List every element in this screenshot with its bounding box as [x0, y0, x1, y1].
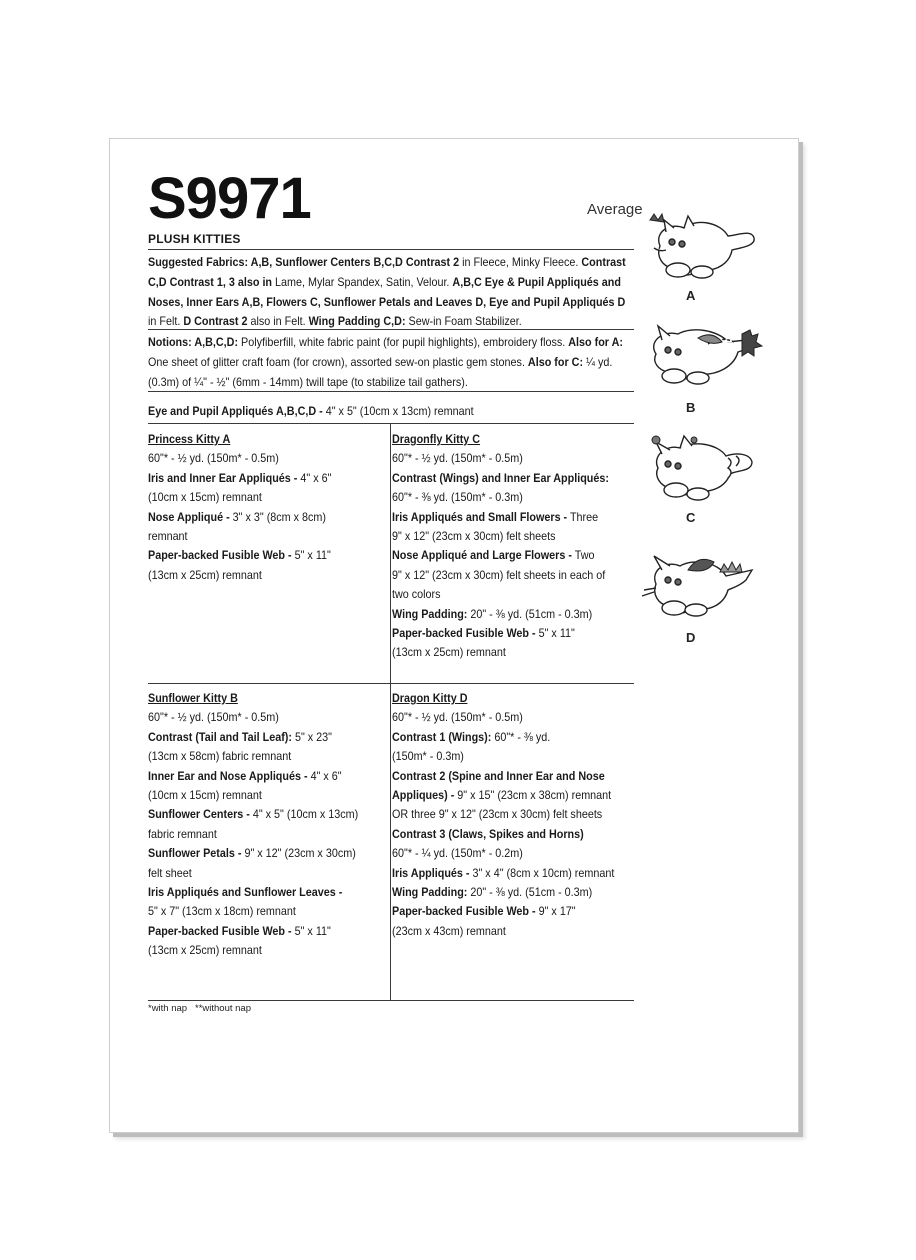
requirement-text: 5" x 23" [291, 730, 333, 744]
suggested-fabrics [148, 253, 634, 332]
requirement-text: 60"* - ⅜ yd. [491, 730, 551, 744]
requirement-label: Nose Appliqué - [148, 510, 230, 524]
requirement-text: 5" x 11" [291, 924, 331, 938]
requirement-line [392, 922, 634, 941]
requirement-text: 4" x 6" [297, 471, 332, 485]
notions-label: Notions: A,B,C,D: [148, 336, 239, 349]
requirement-line [392, 902, 634, 921]
kitty-a-illustration [640, 208, 760, 288]
suggested-fabrics-label: Suggested Fabrics: A,B, Sunflower Centers B,C,D Contrast 2 [148, 256, 460, 269]
requirement-text: (13cm x 25cm) remnant [148, 568, 262, 582]
requirement-line [392, 605, 634, 624]
requirement-line [392, 488, 634, 507]
notions-text: One sheet of glitter craft foam (for crown), assorted sew-on plastic gem stones. [148, 355, 528, 369]
divider-notions [148, 391, 634, 392]
requirement-text: 9" x 17" [535, 905, 576, 919]
requirement-line [148, 844, 390, 863]
requirement-text: 20" - ⅜ yd. (51cm - 0.3m) [467, 607, 593, 621]
requirement-line [392, 728, 634, 747]
requirement-line [392, 825, 634, 844]
requirement-line [392, 883, 634, 902]
requirement-label: Iris Appliqués and Small Flowers - [392, 510, 568, 524]
requirement-text: remnant [148, 530, 188, 544]
kitty-b-illustration [638, 320, 764, 392]
requirement-line [148, 449, 390, 468]
requirement-line [148, 488, 390, 507]
requirement-label: Contrast (Tail and Tail Leaf): [148, 730, 292, 744]
requirement-text: 60"* - ½ yd. (150m* - 0.5m) [392, 711, 523, 725]
requirement-text: 9" x 12" (23cm x 30cm) felt sheets in each of [392, 568, 606, 582]
view-d-requirements [392, 689, 634, 941]
notions-text: ¼ yd. (0.3m) of ¼" - ½" (6mm - 14mm) twill tape (to stabilize tail gathers). [148, 355, 613, 389]
notions [148, 333, 634, 392]
requirement-label: Paper-backed Fusible Web - [148, 549, 292, 563]
requirement-line [392, 585, 634, 604]
suggested-fabrics-text: in Felt. [148, 315, 184, 329]
requirement-text: 60"* - ½ yd. (150m* - 0.5m) [148, 711, 279, 725]
requirement-line [392, 566, 634, 585]
requirement-text: 3" x 3" (8cm x 8cm) [229, 510, 327, 524]
eye-line-text: 4" x 5" (10cm x 13cm) remnant [322, 405, 474, 418]
requirement-label: Inner Ear and Nose Appliqués - [148, 769, 308, 783]
requirement-line [148, 546, 390, 565]
requirement-text: 60"* - ½ yd. (150m* - 0.5m) [148, 452, 279, 466]
requirement-text: 5" x 11" [291, 549, 331, 563]
notions-label: Also for C: [527, 355, 584, 369]
divider-title [148, 249, 634, 250]
requirement-text: (10cm x 15cm) remnant [148, 789, 262, 803]
notions-label: Also for A: [568, 336, 623, 349]
requirement-label: Wing Padding: [392, 886, 468, 900]
difficulty-label: Average [587, 201, 643, 218]
requirement-text: Three [567, 510, 599, 524]
notions-text: Polyfiberfill, white fabric paint (for pupil highlights), embroidery floss. [238, 336, 569, 349]
suggested-fabrics-label: Wing Padding C,D: [308, 315, 406, 329]
view-b-requirements [148, 689, 390, 961]
requirement-line [148, 566, 390, 585]
requirement-text: felt sheet [148, 866, 192, 880]
view-heading: Dragon Kitty D [392, 692, 468, 705]
requirement-line [148, 786, 390, 805]
requirement-text: two colors [392, 588, 441, 602]
view-c-requirements [392, 430, 634, 663]
requirement-label: Sunflower Petals - [148, 847, 242, 861]
requirement-line [392, 469, 634, 488]
requirement-label: Contrast 3 (Claws, Spikes and Horns) [392, 827, 584, 841]
suggested-fabrics-text: in Fleece, Minky Fleece. [459, 256, 582, 269]
requirement-line [148, 864, 390, 883]
requirement-line [148, 825, 390, 844]
requirement-line [148, 747, 390, 766]
requirement-text: fabric remnant [148, 827, 217, 841]
requirement-line [148, 941, 390, 960]
divider-views-bottom [148, 1000, 634, 1001]
requirement-line [392, 624, 634, 643]
requirement-label: Iris and Inner Ear Appliqués - [148, 471, 298, 485]
requirement-label: Iris Appliqués and Sunflower Leaves - [148, 886, 343, 900]
requirement-line [392, 844, 634, 863]
suggested-fabrics-label: Contrast C,D Contrast 1, 3 also in [148, 256, 626, 289]
divider-views-vertical [390, 423, 391, 1001]
requirement-text: 5" x 7" (13cm x 18cm) remnant [148, 905, 296, 919]
view-a-requirements [148, 430, 390, 585]
requirement-line [392, 546, 634, 565]
figure-label-d: D [686, 630, 696, 645]
figure-label-a: A [686, 288, 696, 303]
requirement-text: 9" x 15" (23cm x 38cm) remnant [454, 789, 612, 803]
divider-fabrics [148, 329, 634, 330]
figure-label-c: C [686, 510, 696, 525]
requirement-label: Appliques) - [392, 789, 455, 803]
requirement-label: Nose Appliqué and Large Flowers - [392, 549, 572, 563]
suggested-fabrics-label: A,B,C Eye & Pupil Appliqués and Noses, Inner Ears A,B, Flowers C, Sunflower Petals and Leaves D, Eye and Pupil Appliqués D [148, 275, 626, 309]
suggested-fabrics-text: also in Felt. [247, 315, 309, 329]
requirement-line [392, 527, 634, 546]
requirement-line [392, 508, 634, 527]
view-heading: Princess Kitty A [148, 433, 231, 446]
requirement-text: 9" x 12" (23cm x 30cm) felt sheets [392, 530, 556, 544]
pattern-title: PLUSH KITTIES [148, 232, 241, 246]
figure-label-b: B [686, 400, 696, 415]
divider-views-middle [148, 683, 634, 684]
nap-footnote: *with nap **without nap [148, 1003, 251, 1014]
requirement-text: 4" x 6" [307, 769, 342, 783]
requirement-line [148, 469, 390, 488]
requirement-label: Paper-backed Fusible Web - [148, 924, 292, 938]
divider-views-top [148, 423, 634, 424]
kitty-c-illustration [640, 432, 760, 508]
view-heading: Dragonfly Kitty C [392, 433, 481, 446]
requirement-label: Iris Appliqués - [392, 866, 470, 880]
requirement-line [392, 805, 634, 824]
kitty-d-illustration [636, 548, 762, 628]
requirement-text: 5" x 11" [535, 627, 575, 641]
requirement-text: (10cm x 15cm) remnant [148, 491, 262, 505]
requirement-text: 60"* - ⅜ yd. (150m* - 0.3m) [392, 491, 523, 505]
requirement-label: Wing Padding: [392, 607, 468, 621]
requirement-text: 4" x 5" (10cm x 13cm) [249, 808, 359, 822]
requirement-line [392, 708, 634, 727]
eye-pupil-line [148, 402, 634, 422]
requirement-line [148, 805, 390, 824]
requirement-line [148, 922, 390, 941]
requirement-label: Contrast 1 (Wings): [392, 730, 492, 744]
requirement-line [392, 449, 634, 468]
requirement-label: Paper-backed Fusible Web - [392, 627, 536, 641]
requirement-text: 60"* - ½ yd. (150m* - 0.5m) [392, 452, 523, 466]
requirement-line [392, 864, 634, 883]
requirement-line [148, 508, 390, 527]
requirement-line [148, 708, 390, 727]
requirement-text: (150m* - 0.3m) [392, 750, 464, 764]
requirement-label: Paper-backed Fusible Web - [392, 905, 536, 919]
requirement-line [148, 527, 390, 546]
requirement-label: Sunflower Centers - [148, 808, 250, 822]
requirement-label: Contrast 2 (Spine and Inner Ear and Nose [392, 769, 605, 783]
requirement-text: (13cm x 58cm) fabric remnant [148, 750, 292, 764]
suggested-fabrics-text: Lame, Mylar Spandex, Satin, Velour. [272, 275, 453, 289]
requirement-text: (23cm x 43cm) remnant [392, 924, 506, 938]
requirement-text: 9" x 12" (23cm x 30cm) [241, 847, 356, 861]
requirement-text: Two [571, 549, 595, 563]
requirement-text: 3" x 4" (8cm x 10cm) remnant [469, 866, 615, 880]
requirement-line [148, 883, 390, 902]
requirement-text: (13cm x 25cm) remnant [392, 646, 506, 660]
requirement-text: (13cm x 25cm) remnant [148, 944, 262, 958]
requirement-line [392, 643, 634, 662]
requirement-line [392, 767, 634, 786]
requirement-text: 60"* - ¼ yd. (150m* - 0.2m) [392, 847, 523, 861]
requirement-line [148, 728, 390, 747]
pattern-number: S9971 [148, 166, 311, 231]
requirement-line [392, 747, 634, 766]
requirement-label: Contrast (Wings) and Inner Ear Appliqués: [392, 471, 609, 485]
eye-line-label: Eye and Pupil Appliqués A,B,C,D - [148, 405, 323, 418]
view-heading: Sunflower Kitty B [148, 692, 238, 705]
suggested-fabrics-label: D Contrast 2 [183, 315, 248, 329]
suggested-fabrics-text: Sew-in Foam Stabilizer. [405, 315, 522, 329]
requirement-line [148, 767, 390, 786]
requirement-line [392, 786, 634, 805]
requirement-text: 20" - ⅜ yd. (51cm - 0.3m) [467, 886, 593, 900]
requirement-text: OR three 9" x 12" (23cm x 30cm) felt sheets [392, 808, 603, 822]
requirement-line [148, 902, 390, 921]
